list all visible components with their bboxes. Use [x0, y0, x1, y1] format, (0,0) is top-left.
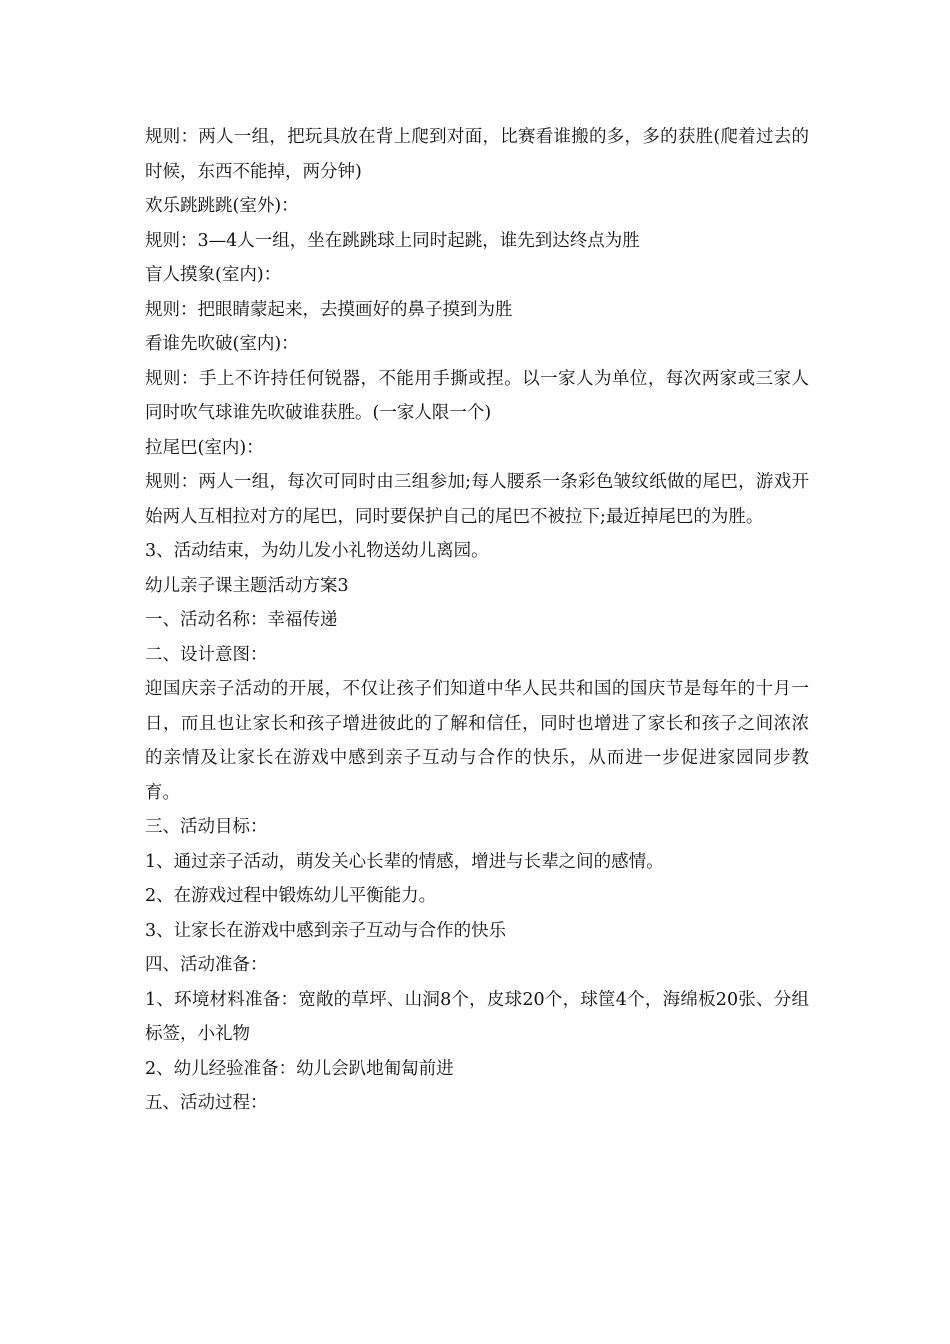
section-title-plan-3: 幼儿亲子课主题活动方案3 [145, 575, 349, 596]
paragraph-rule-balloon: 规则：手上不许持任何锐器，不能用手撕或捏。以一家人为单位，每次两家或三家人同时吹气球谁先吹破谁获胜。(一家人限一个) [145, 368, 809, 423]
list-item-goal-3: 3、让家长在游戏中感到亲子互动与合作的快乐 [145, 920, 507, 941]
document-body [145, 120, 809, 1121]
paragraph-rule-jumping: 规则：3—4人一组，坐在跳跳球上同时起跳，谁先到达终点为胜 [145, 230, 640, 251]
list-item-prep-1: 1、环境材料准备：宽敞的草坪、山洞8个，皮球20个，球筐4个，海绵板20张、分组标签，小礼物 [145, 989, 809, 1044]
heading-activity-goals: 三、活动目标： [145, 817, 268, 837]
list-item-goal-2: 2、在游戏过程中锻炼幼儿平衡能力。 [145, 886, 437, 906]
list-item-goal-1: 1、通过亲子活动，萌发关心长辈的情感，增进与长辈之间的感情。 [145, 851, 664, 872]
heading-activity-name: 一、活动名称：幸福传递 [145, 610, 338, 630]
heading-blind-touch-elephant: 盲人摸象(室内)： [145, 265, 282, 285]
list-item-prep-2: 2、幼儿经验准备：幼儿会趴地匍匐前进 [145, 1058, 454, 1079]
paragraph-rule-carry-toys: 规则：两人一组，把玩具放在背上爬到对面，比赛看谁搬的多，多的获胜(爬着过去的时候，东西不能掉，两分钟) [145, 127, 809, 182]
heading-pull-tail: 拉尾巴(室内)： [145, 437, 264, 458]
paragraph-design-intent: 迎国庆亲子活动的开展，不仅让孩子们知道中华人民共和国的国庆节是每年的十月一日，而且也让家长和孩子增进彼此的了解和信任，同时也增进了家长和孩子之间浓浓的亲情及让家长在游戏中感到亲子互动与合作的快乐，从而进一步促进家园同步教育。 [145, 679, 809, 803]
heading-balloon-blowing: 看谁先吹破(室内)： [145, 334, 299, 354]
heading-activity-process: 五、活动过程： [145, 1093, 268, 1113]
heading-activity-preparation: 四、活动准备： [145, 955, 268, 975]
heading-design-intent: 二、设计意图： [145, 644, 268, 665]
paragraph-rule-pull-tail: 规则：两人一组，每次可同时由三组参加;每人腰系一条彩色皱纹纸做的尾巴，游戏开始两人互相拉对方的尾巴，同时要保护自己的尾巴不被拉下;最近掉尾巴的为胜。 [145, 472, 809, 527]
paragraph-activity-end: 3、活动结束，为幼儿发小礼物送幼儿离园。 [145, 541, 489, 561]
heading-happy-jumping: 欢乐跳跳跳(室外)： [145, 196, 299, 216]
paragraph-rule-blind-touch: 规则：把眼睛蒙起来，去摸画好的鼻子摸到为胜 [145, 299, 513, 320]
